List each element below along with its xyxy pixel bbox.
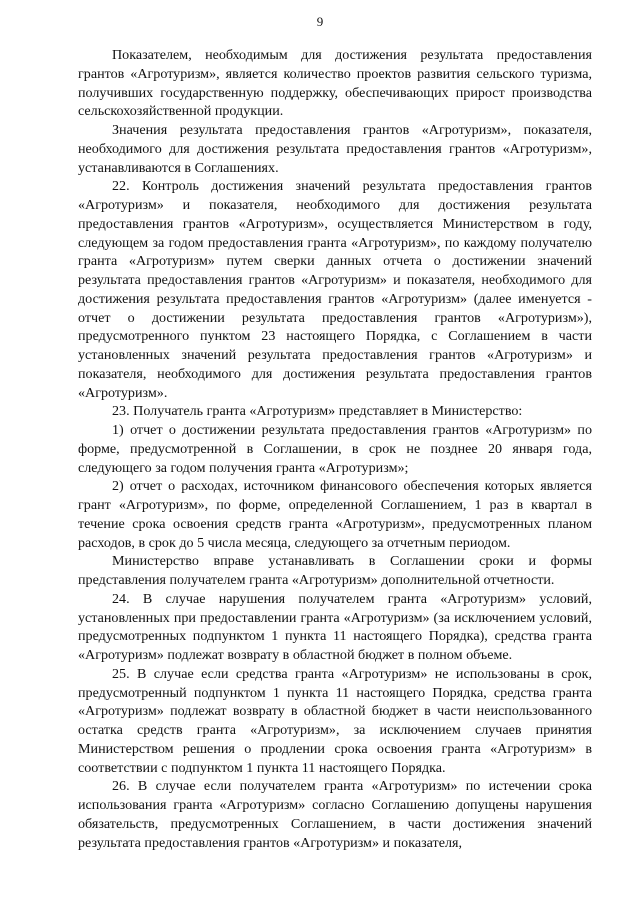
paragraph-clause-25: 25. В случае если средства гранта «Агротуризм» не использованы в срок, предусмотренный подпунктом 1 пункта 11 настоящего Порядка, средства гранта «Агротуризм» подлежат возврату в областной бюджет в части неиспользованного остатка средств гранта «Агротуризм», за исключением случаев принятия Министерством решения о продлении срока освоения гранта «Агротуризм» в соответствии с подпунктом 1 пункта 11 настоящего Порядка.	[78, 665, 592, 776]
paragraph-indicator-values: Значения результата предоставления грантов «Агротуризм», показателя, необходимого для достижения результата предоставления грантов «Агротуризм», устанавливаются в Соглашениях.	[78, 122, 592, 176]
paragraph-clause-23-item-2: 2) отчет о расходах, источником финансового обеспечения которых является грант «Агротуризм», по форме, определенной Соглашением, 1 раз в квартал в течение срока освоения средств гранта «Агротуризм», предусмотренных планом расходов, в срок до 5 числа месяца, следующего за отчетным периодом.	[78, 478, 592, 551]
paragraph-indicator-definition: Показателем, необходимым для достижения результата предоставления грантов «Агротуризм», является количество проектов развития сельского туризма, получивших государственную поддержку, обеспечивающих прирост производства сельскохозяйственной продукции.	[78, 47, 592, 120]
paragraph-clause-23: 23. Получатель гранта «Агротуризм» представляет в Министерство:	[112, 403, 523, 420]
paragraph-additional-reporting: Министерство вправе устанавливать в Соглашении сроки и формы представления получателем гранта «Агротуризм» дополнительной отчетности.	[78, 553, 592, 588]
paragraph-clause-24: 24. В случае нарушения получателем гранта «Агротуризм» условий, установленных при предоставлении гранта «Агротуризм» (за исключением условий, предусмотренных подпунктом 1 пункта 11 настоящего Порядка), средства гранта «Агротуризм» подлежат возврату в областной бюджет в полном объеме.	[78, 590, 592, 663]
paragraph-clause-23-item-1: 1) отчет о достижении результата предоставления грантов «Агротуризм» по форме, предусмотренной в Соглашении, в срок не позднее 20 января года, следующего за годом получения гранта «Агротуризм»;	[78, 422, 592, 476]
document-body	[78, 46, 592, 852]
paragraph-clause-22: 22. Контроль достижения значений результата предоставления грантов «Агротуризм» и показателя, необходимого для достижения результата предоставления грантов «Агротуризм», осуществляется Министерством в году, следующем за годом предоставления гранта «Агротуризм», по каждому получателю гранта «Агротуризм» путем сверки данных отчета о достижении значений результата предоставления грантов «Агротуризм» и показателя, необходимого для достижения результата предоставления грантов «Агротуризм» (далее именуется - отчет о достижении результата предоставления грантов «Агротуризм»), предусмотренного пунктом 23 настоящего Порядка, с Соглашением в части установленных значений результата предоставления грантов «Агротуризм» и показателя, необходимого для достижения результата предоставления грантов «Агротуризм».	[78, 178, 592, 401]
paragraph-clause-26: 26. В случае если получателем гранта «Агротуризм» по истечении срока использования гранта «Агротуризм» согласно Соглашению допущены нарушения обязательств, предусмотренных Соглашением, в части достижения значений результата предоставления грантов «Агротуризм» и показателя,	[78, 778, 592, 851]
page-number: 9	[316, 14, 324, 29]
